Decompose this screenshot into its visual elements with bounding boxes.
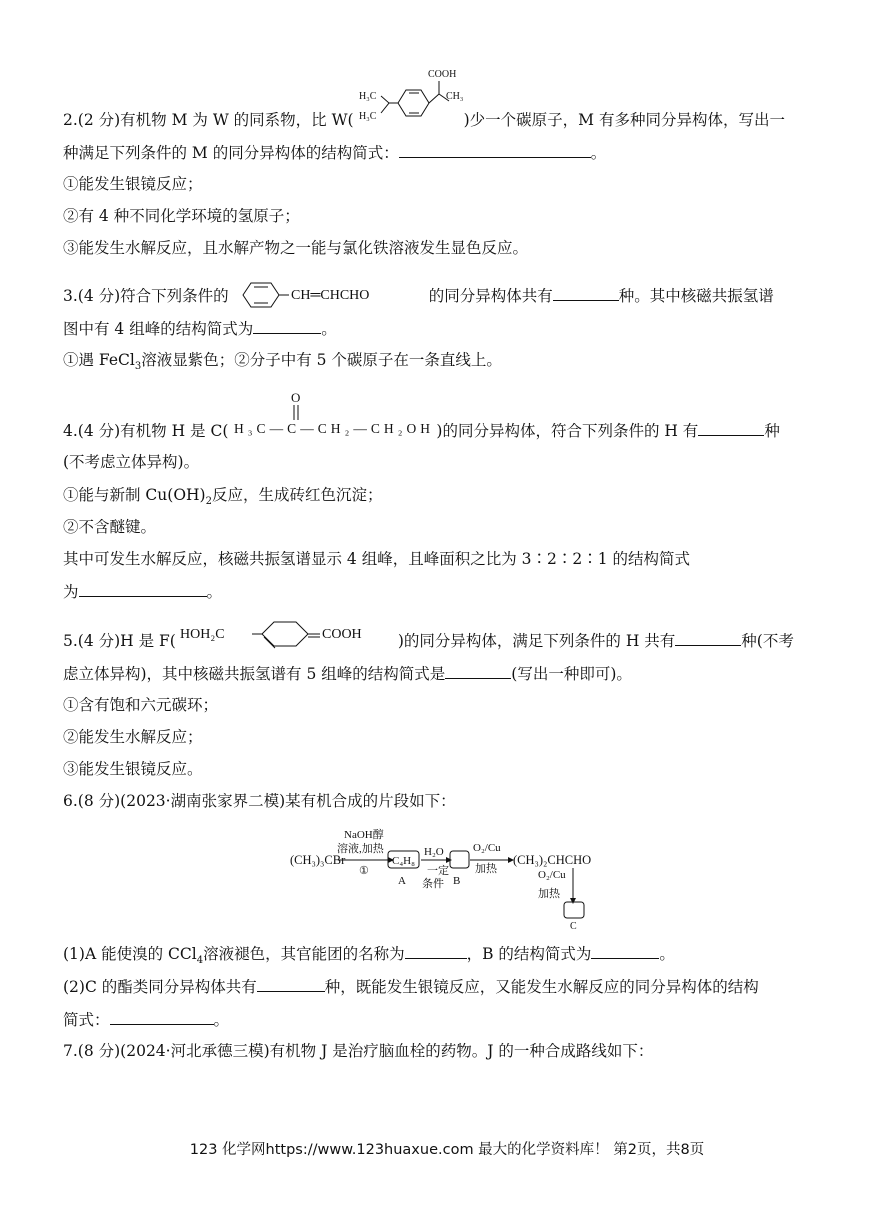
svg-text:O₂/Cu: O₂/Cu — [473, 842, 501, 854]
svg-text:H₂O: H₂O — [424, 846, 444, 858]
svg-text:①: ① — [359, 865, 369, 877]
answer-blank[interactable] — [253, 318, 321, 334]
q4-cond4: 为 。 — [63, 583, 223, 601]
answer-blank[interactable] — [553, 285, 619, 301]
q4-cond1: ①能与新制 $Cu(OH)_2$反应，生成砖红色沉淀； — [63, 486, 383, 508]
q7-line1: 7.(8 分)(2024·河北承德三模)有机物 J 是治疗脑血栓的药物。J 的一种合成路线如下： — [63, 1042, 654, 1060]
synthesis-scheme — [286, 820, 626, 930]
q6-part1: (1)A 能使溴的 CCl$_4$溶液褪色，其官能团的名称为 ，B 的结构简式为 。 — [63, 945, 675, 967]
q2-cond3: ③能发生水解反应，且水解产物之一能与氯化铁溶液发生显色反应。 — [63, 239, 529, 257]
q6-part3: 简式： 。 — [63, 1011, 230, 1029]
answer-blank[interactable] — [445, 663, 511, 679]
svg-text:H₃C—C—CH₂—CH₂OH: H₃C—C—CH₂—CH₂OH — [234, 421, 431, 436]
svg-text:条件: 条件 — [422, 878, 444, 890]
svg-text:H₃C: H₃C — [358, 91, 376, 102]
answer-blank[interactable] — [591, 943, 659, 959]
svg-text:NaOH醇: NaOH醇 — [344, 829, 384, 841]
answer-blank[interactable] — [675, 630, 741, 646]
svg-text:(CH₃)₂CHCHO: (CH₃)₂CHCHO — [513, 853, 592, 867]
compound-f-structure — [176, 627, 398, 652]
svg-text:HOH₂C: HOH₂C — [179, 627, 225, 642]
q5-line1: 5.(4 分)H 是 F( HOH₂C COOH )的同分异构体，满足下列条件的 H 共有 种(不考 — [63, 630, 794, 652]
q6-line1: 6.(8 分)(2023·湖南张家界二模)某有机合成的片段如下： — [63, 792, 456, 810]
answer-blank[interactable] — [257, 976, 325, 992]
svg-text:(CH₃)₃CBr: (CH₃)₃CBr — [290, 853, 346, 867]
svg-text:一定: 一定 — [427, 865, 449, 877]
compound-c-structure — [228, 390, 436, 442]
q4-line1: 4.(4 分)有机物 H 是 C( O H₃C—C—CH₂—CH₂OH )的同分异构体，符合下列条件的 H 有 种 — [63, 390, 780, 440]
svg-text:C: C — [570, 921, 577, 930]
answer-blank[interactable] — [698, 420, 764, 436]
svg-text:O: O — [291, 390, 301, 405]
q4-line2: (不考虑立体异构)。 — [63, 453, 200, 471]
svg-text:O₂/Cu: O₂/Cu — [538, 869, 566, 881]
q5-line2: 虑立体异构)，其中核磁共振氢谱有 5 组峰的结构简式是 (写出一种即可)。 — [63, 665, 632, 683]
q3-line1: 3.(4 分)符合下列条件的 CH═CHCHO 的同分异构体共有 种。其中核磁共振氢谱 — [63, 285, 774, 307]
q6-part2: (2)C 的酯类同分异构体共有 种，既能发生银镜反应，又能发生水解反应的同分异构体的结构 — [63, 978, 759, 996]
svg-text:溶液,加热: 溶液,加热 — [337, 843, 384, 855]
svg-text:CH═CHCHO: CH═CHCHO — [290, 288, 370, 303]
svg-text:加热: 加热 — [538, 888, 560, 900]
q2-line2: 种满足下列条件的 M 的同分异构体的结构简式： 。 — [63, 144, 607, 162]
svg-text:B: B — [453, 875, 461, 887]
q2-cond2: ②有 4 种不同化学环境的氢原子； — [63, 207, 300, 225]
svg-text:C₄H₈: C₄H₈ — [392, 855, 415, 867]
svg-text:CH₃: CH₃ — [445, 91, 463, 102]
cinnamaldehyde-structure — [229, 287, 429, 307]
q2-line1: 2.(2 分)有机物 M 为 W 的同系物，比 W( H₃C H₃C COOH CH₃ )少一个碳原子，M 有多种同分异构体，写出一 — [63, 69, 785, 129]
svg-text:A: A — [398, 875, 406, 887]
answer-blank[interactable] — [405, 943, 467, 959]
q2-cond1: ①能发生银镜反应； — [63, 175, 203, 193]
q5-cond1: ①含有饱和六元碳环； — [63, 696, 219, 714]
answer-blank[interactable] — [79, 581, 207, 597]
q4-cond2: ②不含醚键。 — [63, 518, 157, 536]
q3-cond: ①遇 FeCl$_3$溶液显紫色；②分子中有 5 个碳原子在一条直线上。 — [63, 351, 502, 373]
q3-line2: 图中有 4 组峰的结构简式为 。 — [63, 320, 337, 338]
svg-text:H₃C: H₃C — [358, 111, 376, 122]
svg-text:COOH: COOH — [427, 69, 456, 80]
page-footer: 123 化学网https://www.123huaxue.com 最大的化学资料库！ 第2页，共8页 — [189, 1142, 705, 1158]
compound-w-structure — [354, 69, 464, 131]
answer-blank[interactable] — [399, 142, 591, 158]
answer-blank[interactable] — [110, 1009, 214, 1025]
svg-text:COOH: COOH — [321, 627, 362, 642]
q5-cond2: ②能发生水解反应； — [63, 728, 203, 746]
svg-text:加热: 加热 — [475, 863, 497, 875]
q5-cond3: ③能发生银镜反应。 — [63, 760, 203, 778]
q4-cond3: 其中可发生水解反应，核磁共振氢谱显示 4 组峰，且峰面积之比为 3∶2∶2∶1 的结构简式 — [63, 550, 691, 568]
